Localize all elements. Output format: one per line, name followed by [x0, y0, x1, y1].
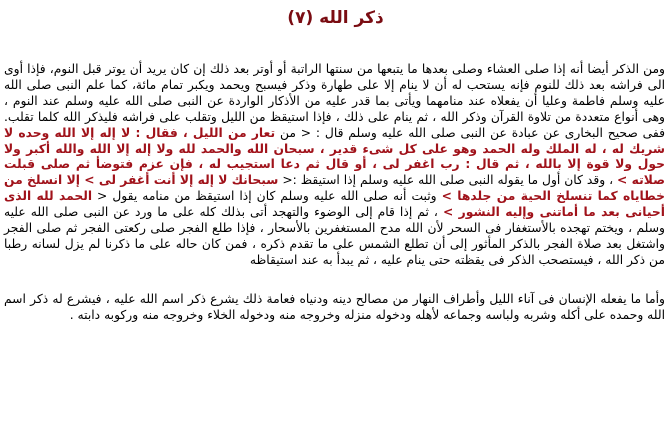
paragraph-daily-actions: وأما ما يفعله الإنسان فى آناء الليل وأطراف النهار من مصالح دينه ودنياه فعامة ذلك يشرع ذكر اسم الله عليه ، فيشرع له ذكر اسم الله وحمده على أكله وشربه ولباسه وجماعه لأهله ودخوله منزله وخروجه منه ودخوله الخلاء وخروجه منه وركوبه دابته .: [4, 291, 665, 322]
page-title: ذكر الله (٧): [287, 8, 384, 28]
hadith-quote-subhanak: سبحانك لا إله إلا أنت أغفر لى > إلا انسلخ من خطاياه كما تنسلخ الحية من جلدها >: [4, 173, 665, 204]
paragraph-night-remembrance: [4, 62, 665, 269]
hadith-quote-alhamdulillah: الحمد لله الذى أحيانى بعد ما أماتنى وإليه النشور >: [4, 189, 665, 220]
paragraph-text-upon-waking: وثبت أنه صلى الله عليه وسلم كان إذا استيقظ من منامه يقول <: [97, 189, 437, 204]
paragraph-text-tahajjud-fajr: ، ثم إذا قام إلى الوضوء والتهجد أتى بذلك كله على ما ورد عن النبى صلى الله عليه وسلم ، ويختم تهجده بالأستغفار فى السحر لأن الله مدح المستغفرين بالأسحار ، فإذا طلع الفجر صلى ركعتى الفجر ثم صلى الفجر واشتغل بعد صلاة الفجر بالذكر المأثور إلى أن تطلع الشمس على ما تقدم ذكره ، فمن كان حاله على ما ذكرنا لم يزل لسانه رطبا من ذكر الله ، فيستصحب الذكر فى يقظته حتى ينام عليه ، ثم يبدأ به عند استيقاظه: [4, 205, 665, 267]
paragraph-text-sleep-adhkar: ومن الذكر أيضا أنه إذا صلى العشاء وصلى بعدها ما يتبعها من سنتها الراتبة أو أوتر بعد ذلك إن كان يريد أن يوتر قبل النوم، فإذا أوى الى فراشه بعد ذلك للنوم فإنه يستحب له أن لا ينام إلا على طهارة وذكر فيسبح ويحمد ويكبر تمام مائة، كما علم النبى صلى الله عليه وسلم فاطمة وعليا أن يفعلاه عند منامهما ويأتى بما قدر عليه من الأذكار الواردة عن النبى صلى الله عليه وسلم عند النوم ، وهى أنواع متعددة من تلاوة القرآن وذكر الله ، ثم ينام على ذلك ، فإذا استيقظ من الليل وتقلب على فراشه فليذكر الله كلما تقلب. ففى صحيح البخارى عن عبادة عن النبى صلى الله عليه وسلم قال : < من: [4, 62, 665, 140]
document-body: [4, 62, 665, 324]
hadith-quote-waking-at-night: تعار من الليل ، فقال : لا إله إلا الله وحده لا شريك له ، له الملك وله الحمد وهو على كل شىء قدير ، سبحان الله والحمد لله ولا إله إلا الله والله أكبر ولا حول ولا قوة إلا بالله ، ثم قال : رب اغفر لى ، أو قال ثم دعا استجيب له ، فإن عزم فتوضأ ثم صلى قبلت صلاته >: [4, 125, 665, 188]
paragraph-text-first-words: ، وقد كان أول ما يقوله النبى صلى الله عليه وسلم إذا استيقظ :<: [282, 173, 614, 188]
